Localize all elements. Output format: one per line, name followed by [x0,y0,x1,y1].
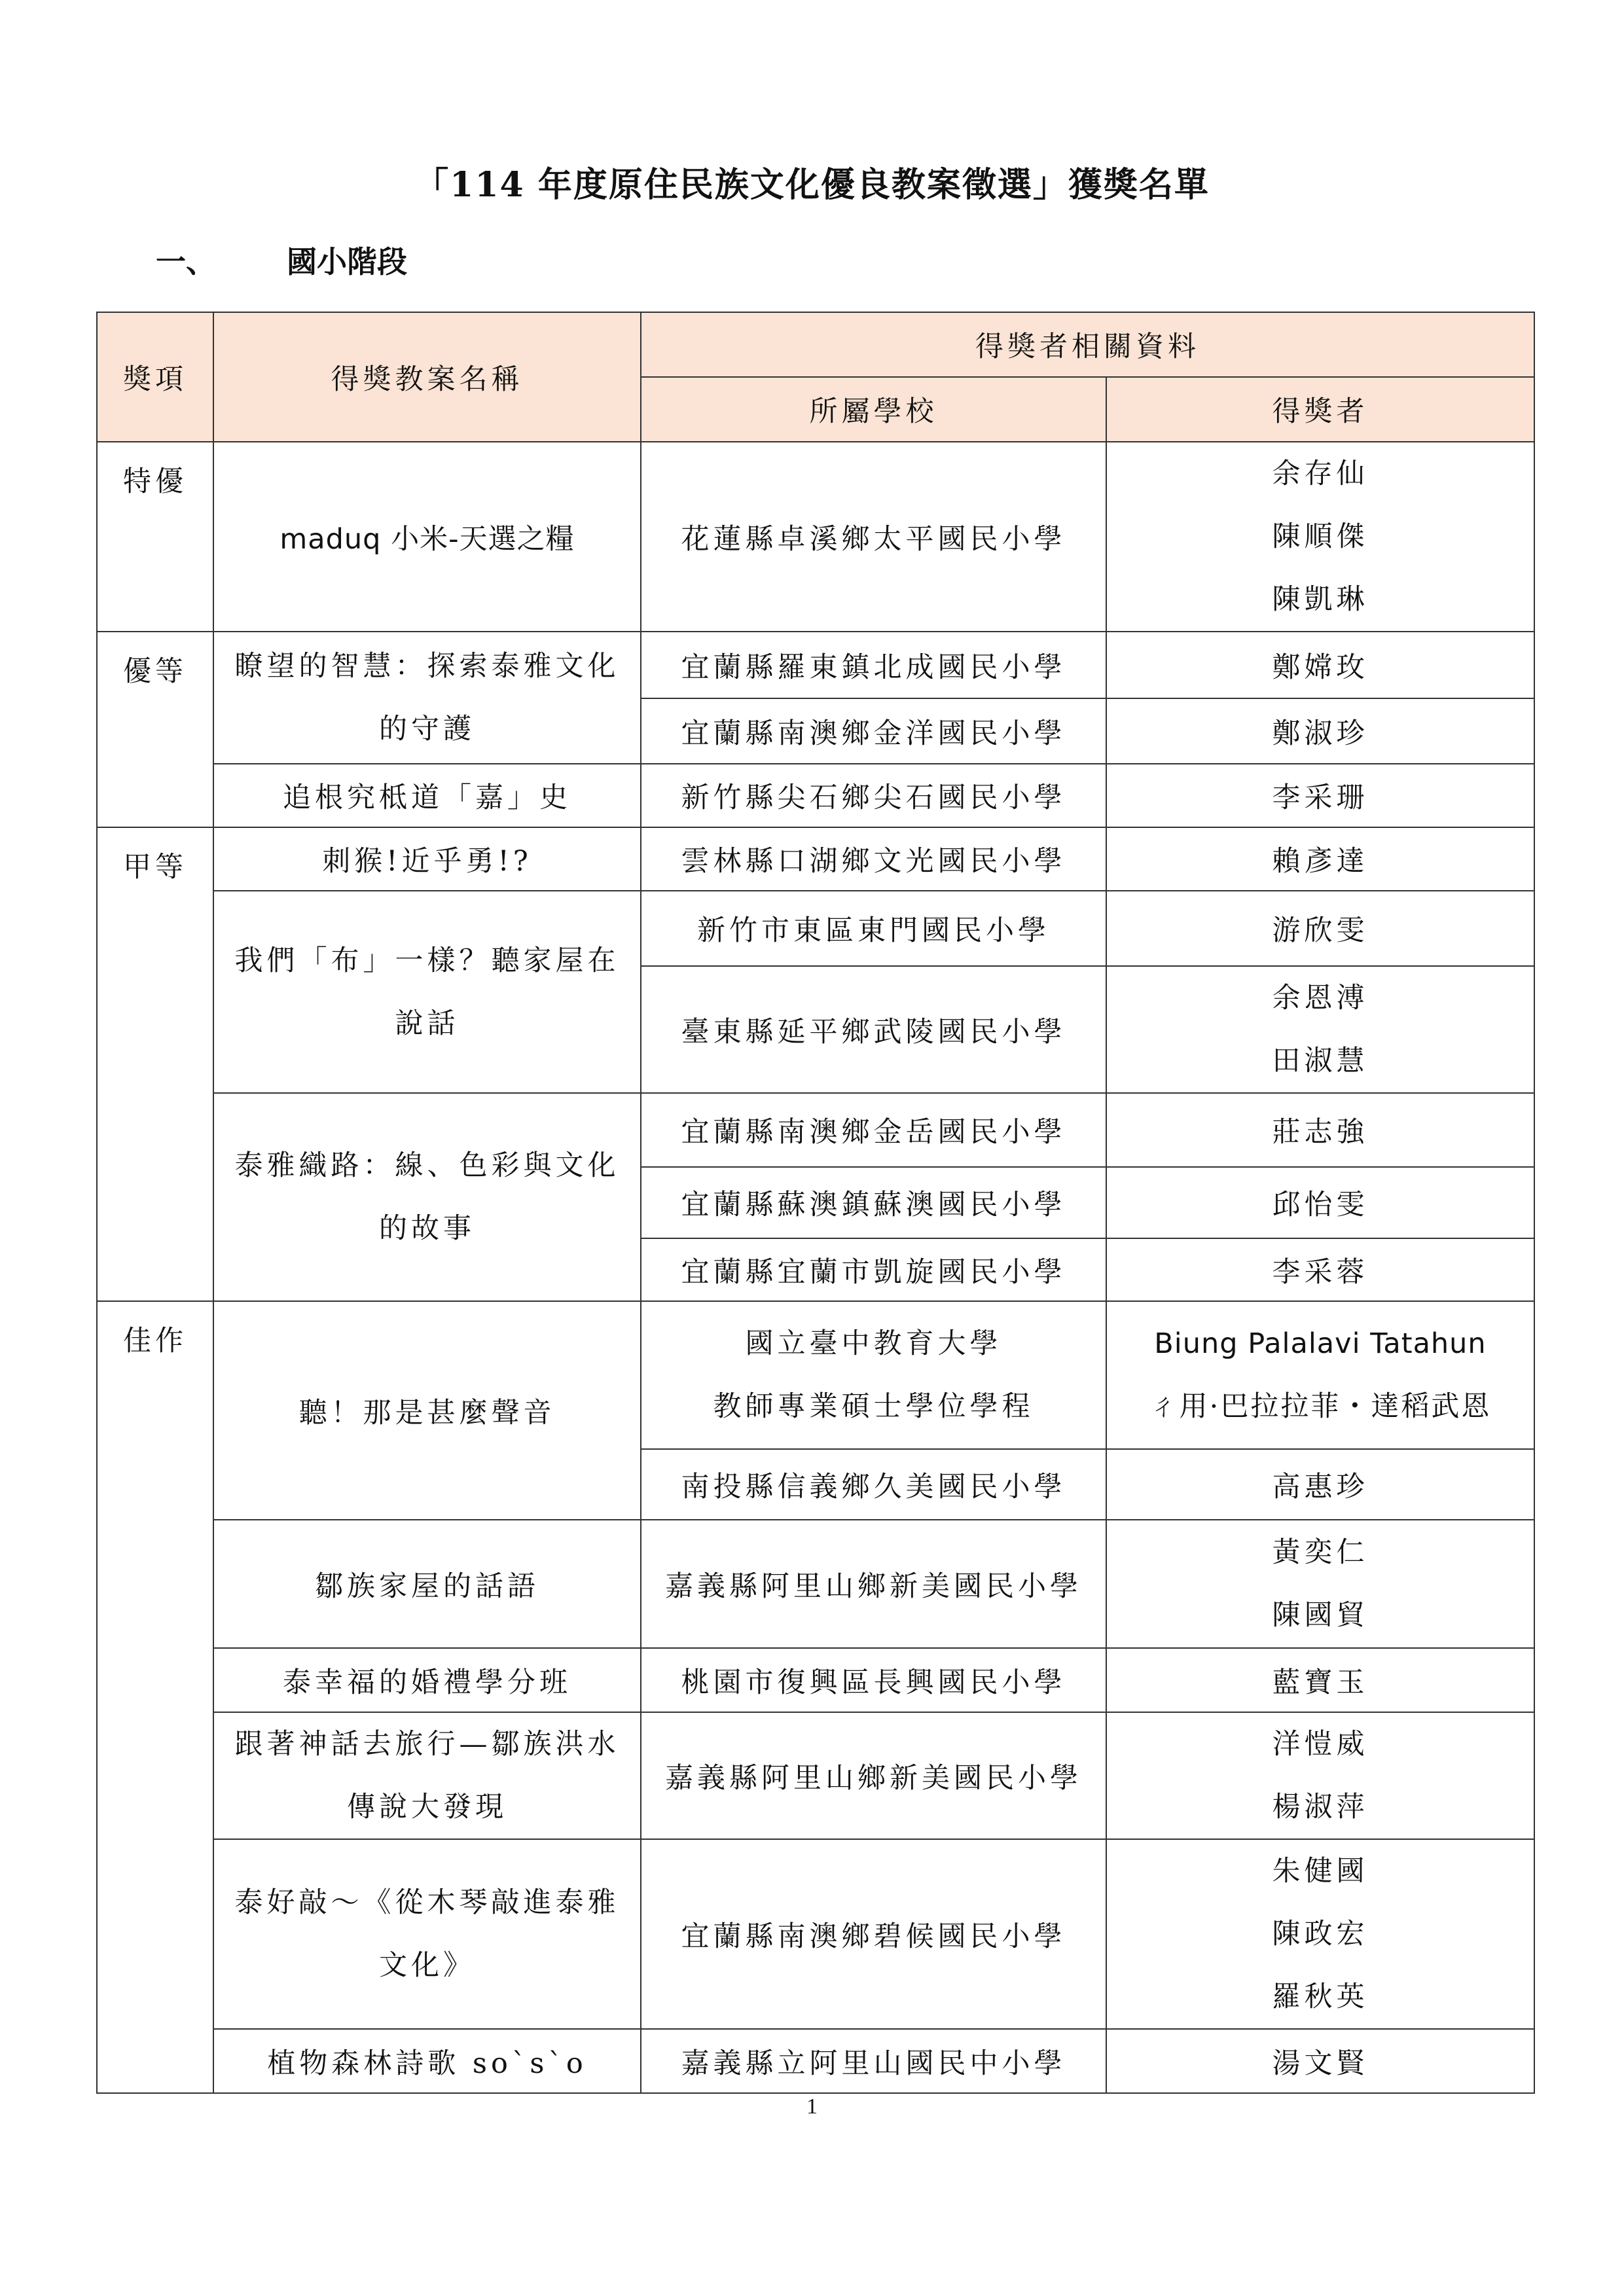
winner-name: 鄭淑珍 [1106,698,1534,764]
school-name: 宜蘭縣羅東鎮北成國民小學 [641,632,1106,698]
plan-name: 泰雅織路：線、色彩與文化 的故事 [213,1093,641,1301]
winner-name: 藍寶玉 [1106,1648,1534,1712]
plan-name: 聽！那是甚麼聲音 [213,1301,641,1520]
table-row [97,827,1534,891]
table-row [97,442,1534,632]
plan-name: 跟著神話去旅行—鄒族洪水 傳說大發現 [213,1712,641,1839]
school-name: 桃園市復興區長興國民小學 [641,1648,1106,1712]
school-name: 花蓮縣卓溪鄉太平國民小學 [641,442,1106,632]
document-title: 「114 年度原住民族文化優良教案徵選」獲獎名單 [414,165,1210,205]
school-name: 國立臺中教育大學 教師專業碩士學位學程 [641,1301,1106,1449]
winner-name: 游欣雯 [1106,891,1534,966]
school-name: 嘉義縣阿里山鄉新美國民小學 [641,1712,1106,1839]
header-award: 獎項 [97,312,213,442]
winner-name: 賴彥達 [1106,827,1534,891]
winner-name: 湯文賢 [1106,2029,1534,2093]
plan-name: 刺猴!近乎勇!? [213,827,641,891]
plan-name: 泰好敲～《從木琴敲進泰雅 文化》 [213,1839,641,2029]
plan-name: 我們「布」一樣？聽家屋在 說話 [213,891,641,1093]
school-name: 宜蘭縣南澳鄉碧候國民小學 [641,1839,1106,2029]
table-row [97,891,1534,966]
table-row [97,1093,1534,1167]
winner-names: 余存仙 陳順傑 陳凱琳 [1106,442,1534,632]
winner-names: Biung Palalavi Tatahun ㄔ用·巴拉拉菲・達稻武恩 [1106,1301,1534,1449]
table-row [97,1712,1534,1839]
header-plan-name: 得獎教案名稱 [213,312,641,442]
winner-names: 朱健國 陳政宏 羅秋英 [1106,1839,1534,2029]
award-table [96,312,1535,2094]
category-special: 特優 [97,442,213,632]
header-school: 所屬學校 [641,377,1106,442]
section-title: 國小階段 [287,244,407,279]
table-row [97,1520,1534,1648]
table-row [97,764,1534,827]
winner-names: 余恩溥 田淑慧 [1106,966,1534,1093]
school-name: 新竹市東區東門國民小學 [641,891,1106,966]
plan-name: maduq 小米-天選之糧 [213,442,641,632]
winner-names: 黃奕仁 陳國貿 [1106,1520,1534,1648]
school-name: 南投縣信義鄉久美國民小學 [641,1449,1106,1520]
school-name: 雲林縣口湖鄉文光國民小學 [641,827,1106,891]
category-excellent: 優等 [97,632,213,827]
table-row [97,1301,1534,1449]
table-row [97,1648,1534,1712]
school-name: 宜蘭縣宜蘭市凱旋國民小學 [641,1238,1106,1301]
school-name: 嘉義縣立阿里山國民中小學 [641,2029,1106,2093]
plan-name: 植物森林詩歌 so`s`o [213,2029,641,2093]
plan-name: 追根究柢道「嘉」史 [213,764,641,827]
plan-name: 鄒族家屋的話語 [213,1520,641,1648]
school-name: 嘉義縣阿里山鄉新美國民小學 [641,1520,1106,1648]
plan-name: 泰幸福的婚禮學分班 [213,1648,641,1712]
winner-name: 莊志強 [1106,1093,1534,1167]
winner-name: 李采蓉 [1106,1238,1534,1301]
page-number: 1 [806,2094,818,2119]
section-number: 一、 [156,244,216,279]
table-row [97,2029,1534,2093]
school-name: 宜蘭縣南澳鄉金洋國民小學 [641,698,1106,764]
winner-names: 洋愷威 楊淑萍 [1106,1712,1534,1839]
section-heading [156,242,407,281]
winner-name: 李采珊 [1106,764,1534,827]
winner-name: 高惠珍 [1106,1449,1534,1520]
winner-name: 邱怡雯 [1106,1167,1534,1238]
header-winner: 得獎者 [1106,377,1534,442]
school-name: 宜蘭縣蘇澳鎮蘇澳國民小學 [641,1167,1106,1238]
school-name: 新竹縣尖石鄉尖石國民小學 [641,764,1106,827]
header-winner-info: 得獎者相關資料 [641,312,1534,377]
school-name: 臺東縣延平鄉武陵國民小學 [641,966,1106,1093]
category-first: 甲等 [97,827,213,1301]
table-row [97,632,1534,698]
winner-name: 鄭嫦玫 [1106,632,1534,698]
plan-name: 瞭望的智慧：探索泰雅文化 的守護 [213,632,641,764]
category-honorable: 佳作 [97,1301,213,2093]
school-name: 宜蘭縣南澳鄉金岳國民小學 [641,1093,1106,1167]
table-row [97,1839,1534,2029]
header-row [97,312,1534,377]
